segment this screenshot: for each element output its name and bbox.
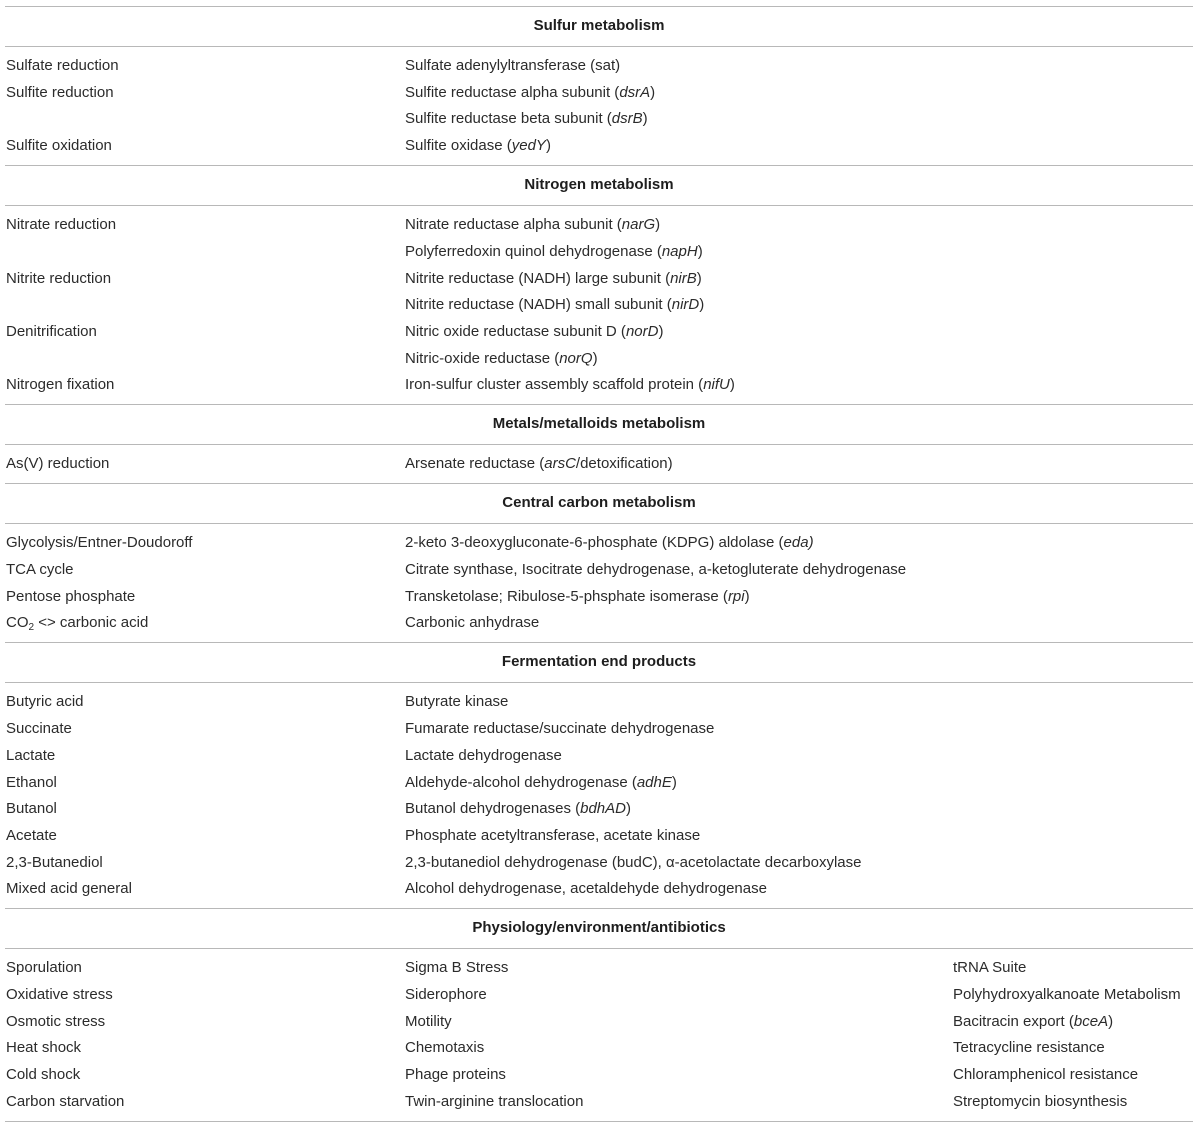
section-rule — [5, 483, 1193, 484]
table-bottom-rule — [5, 1121, 1193, 1122]
process-cell: Ethanol — [6, 773, 57, 791]
gene-cell: Transketolase; Ribulose-5-phsphate isomerase (rpi) — [405, 587, 750, 605]
process-cell: Nitrate reduction — [6, 216, 117, 234]
process-cell: As(V) reduction — [6, 455, 110, 473]
gene-cell: Phosphate acetyltransferase, acetate kinase — [405, 826, 701, 844]
extra-cell: tRNA Suite — [953, 959, 1027, 977]
gene-cell: Nitrite reductase (NADH) small subunit (nirD) — [405, 296, 705, 314]
section-rule — [5, 908, 1193, 909]
process-cell: Sulfate reduction — [6, 57, 119, 74]
process-cell: Oxidative stress — [6, 986, 113, 1003]
process-cell: Mixed acid general — [6, 880, 132, 898]
section-title: Sulfur metabolism — [533, 17, 665, 34]
gene-cell: 2-keto 3-deoxygluconate-6-phosphate (KDPG) aldolase (eda) — [405, 534, 814, 552]
process-cell: Pentose phosphate — [6, 587, 136, 605]
process-cell: Carbon starvation — [6, 1092, 125, 1110]
process-cell: Lactate — [6, 746, 56, 764]
process-cell: Denitrification — [6, 322, 97, 340]
section-rule — [5, 642, 1193, 643]
gene-cell: Twin-arginine translocation — [405, 1092, 584, 1110]
gene-cell: Butyrate kinase — [405, 693, 509, 711]
section-header-rule — [5, 523, 1193, 524]
extra-cell: Polyhydroxyalkanoate Metabolism — [953, 986, 1181, 1003]
gene-cell: Aldehyde-alcohol dehydrogenase (adhE) — [405, 773, 677, 791]
process-cell: Sporulation — [6, 959, 82, 977]
gene-cell: Sulfate adenylyltransferase (sat) — [405, 57, 621, 74]
section-title: Central carbon metabolism — [502, 494, 696, 512]
gene-cell: Sulfite oxidase (yedY) — [405, 137, 551, 155]
gene-cell: Nitrite reductase (NADH) large subunit (nirB) — [405, 269, 702, 287]
gene-cell: 2,3-butanediol dehydrogenase (budC), α-acetolactate decarboxylase — [405, 853, 862, 871]
process-cell: Nitrogen fixation — [6, 376, 115, 394]
process-cell: Sulfite reduction — [6, 83, 114, 101]
section-title: Physiology/environment/antibiotics — [472, 919, 726, 937]
section-header-rule — [5, 682, 1193, 683]
section-header-rule — [5, 444, 1193, 445]
process-cell: Heat shock — [6, 1039, 82, 1057]
section-header-rule — [5, 46, 1193, 47]
gene-cell: Alcohol dehydrogenase, acetaldehyde dehydrogenase — [405, 880, 767, 898]
extra-cell: Bacitracin export (bceA) — [953, 1012, 1114, 1030]
section-title: Nitrogen metabolism — [524, 176, 674, 194]
process-cell: Acetate — [6, 826, 57, 844]
gene-cell: Nitric-oxide reductase (norQ) — [405, 349, 598, 367]
gene-cell: Iron-sulfur cluster assembly scaffold protein (nifU) — [405, 376, 735, 394]
gene-cell: Fumarate reductase/succinate dehydrogenase — [405, 720, 715, 738]
extra-cell: Streptomycin biosynthesis — [953, 1092, 1128, 1110]
gene-cell: Phage proteins — [405, 1066, 506, 1084]
extra-cell: Tetracycline resistance — [953, 1039, 1105, 1057]
section-rule — [5, 165, 1193, 166]
section-rule — [5, 6, 1193, 7]
gene-cell: Citrate synthase, Isocitrate dehydrogenase, a-ketogluterate dehydrogenase — [405, 561, 907, 578]
process-cell: Glycolysis/Entner-Doudoroff — [6, 534, 193, 552]
gene-cell: Polyferredoxin quinol dehydrogenase (napH) — [405, 242, 703, 260]
section-rule — [5, 404, 1193, 405]
gene-cell: Lactate dehydrogenase — [405, 746, 562, 764]
process-cell: Butanol — [6, 800, 57, 818]
gene-cell: Siderophore — [405, 986, 487, 1003]
gene-cell: Sulfite reductase beta subunit (dsrB) — [405, 110, 648, 128]
gene-cell: Sigma B Stress — [405, 959, 509, 977]
process-cell: Cold shock — [6, 1066, 81, 1084]
extra-cell: Chloramphenicol resistance — [953, 1066, 1139, 1084]
gene-cell: Motility — [405, 1012, 452, 1030]
gene-cell: Nitric oxide reductase subunit D (norD) — [405, 322, 664, 340]
process-cell: TCA cycle — [6, 561, 74, 578]
gene-cell: Chemotaxis — [405, 1039, 485, 1057]
process-cell: 2,3-Butanediol — [6, 853, 103, 871]
gene-cell: Arsenate reductase (arsC/detoxification) — [405, 455, 673, 473]
process-cell: $CO_2$ <> carbonic acid — [6, 614, 149, 634]
gene-cell: Carbonic anhydrase — [405, 614, 540, 632]
process-cell: Butyric acid — [6, 693, 84, 711]
gene-cell: Butanol dehydrogenases (bdhAD) — [405, 800, 631, 818]
process-cell: Nitrite reduction — [6, 269, 112, 287]
process-cell: Sulfite oxidation — [6, 137, 112, 155]
section-title: Fermentation end products — [501, 653, 697, 671]
section-header-rule — [5, 948, 1193, 949]
gene-cell: Nitrate reductase alpha subunit (narG) — [405, 216, 661, 234]
process-cell: Osmotic stress — [6, 1012, 106, 1030]
gene-cell: Sulfite reductase alpha subunit (dsrA) — [405, 83, 656, 101]
section-title: Metals/metalloids metabolism — [492, 415, 706, 433]
process-cell: Succinate — [6, 720, 72, 738]
section-header-rule — [5, 205, 1193, 206]
